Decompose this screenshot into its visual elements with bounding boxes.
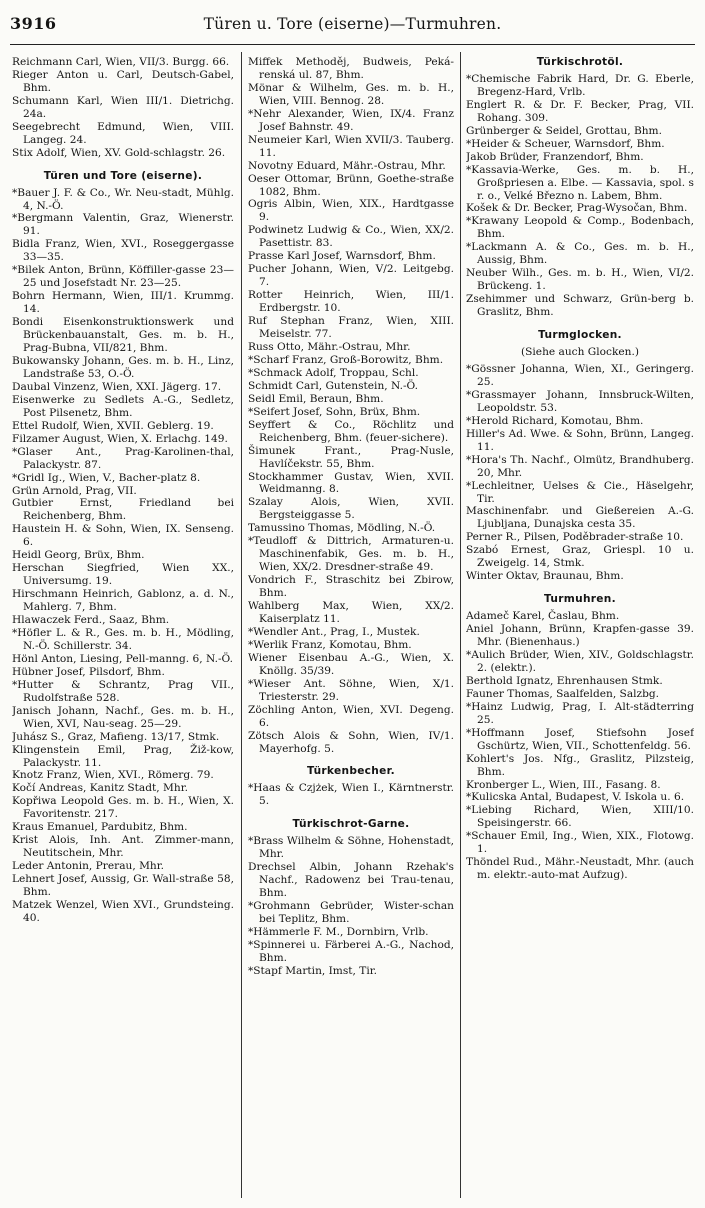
directory-entry: Maschinenfabr. und Gießereien A.-G. Ljubljana, Dunajska cesta 35.	[466, 505, 694, 531]
directory-entry: Grünberger & Seidel, Grottau, Bhm.	[466, 124, 662, 137]
directory-entry: *Schmack Adolf, Troppau, Schl.	[248, 366, 419, 379]
directory-entry: *Werlik Franz, Komotau, Bhm.	[248, 638, 412, 651]
directory-entry: Miffek Methoděj, Budweis, Peká-renská ul. 87, Bhm.	[248, 56, 454, 81]
directory-entry: Neuber Wilh., Ges. m. b. H., Wien, VI/2. Brückeng. 1.	[466, 267, 694, 293]
directory-entry: Neumeier Karl, Wien XVII/3. Tauberg. 11.	[248, 133, 454, 159]
running-title: Türen u. Tore (eiserne)—Turmuhren.	[203, 15, 502, 33]
directory-entry: *Wieser Ant. Söhne, Wien, X/1. Triesterstr. 29.	[248, 677, 454, 703]
directory-entry: *Teudloff & Dittrich, Armaturen-u. Maschinenfabik, Ges. m. b. H., Wien, XX/2. Dresdner-straße 49.	[248, 535, 454, 574]
directory-entry: *Chemische Fabrik Hard, Dr. G. Eberle, Bregenz-Hard, Vrlb.	[466, 72, 694, 98]
directory-entry: Košek & Dr. Becker, Prag-Wysočan, Bhm.	[466, 202, 688, 215]
directory-entry: Stockhammer Gustav, Wien, XVII. Weidmanng. 8.	[248, 470, 454, 496]
directory-entry: *Wendler Ant., Prag, I., Mustek.	[248, 625, 420, 638]
directory-entry: *Herold Richard, Komotau, Bhm.	[466, 414, 644, 427]
directory-entry: Kohlert's Jos. Nfg., Graslitz, Pilzsteig, Bhm.	[466, 752, 694, 778]
directory-entry: *Brass Wilhelm & Söhne, Hohenstadt, Mhr.	[248, 835, 454, 861]
directory-entry: Zötsch Alois & Sohn, Wien, IV/1. Mayerhofg. 5.	[248, 729, 454, 755]
directory-entry: *Nehr Alexander, Wien, IX/4. Franz Josef Bahnstr. 49.	[248, 107, 454, 133]
directory-entry: *Bergmann Valentin, Graz, Wienerstr. 91.	[12, 212, 234, 238]
directory-entry: Aniel Johann, Brünn, Krapfen-gasse 39. Mhr. (Bienenhaus.)	[466, 623, 694, 649]
directory-entry: Russ Otto, Mähr.-Ostrau, Mhr.	[248, 340, 411, 353]
directory-entry: *Scharf Franz, Groß-Borowitz, Bhm.	[248, 353, 444, 366]
directory-entry: Šimunek Frant., Prag-Nusle, Havlíčekstr. 55, Bhm.	[248, 444, 454, 470]
directory-entry: Rotter Heinrich, Wien, III/1. Erdbergstr. 10.	[248, 289, 454, 315]
directory-entry: Hirschmann Heinrich, Gablonz, a. d. N., Mahlerg. 7, Bhm.	[12, 588, 234, 614]
directory-entry: Prasse Karl Josef, Warnsdorf, Bhm.	[248, 250, 436, 263]
section-heading: Türkischrot-Garne.	[292, 818, 410, 831]
directory-entry: Knotz Franz, Wien, XVI., Römerg. 79.	[12, 769, 214, 782]
directory-entry: *Kulicska Antal, Budapest, V. Iskola u. 6.	[466, 791, 685, 804]
directory-entry: Grün Arnold, Prag, VII.	[12, 484, 137, 497]
section-heading: Türkenbecher.	[307, 765, 395, 778]
directory-entry: Klingenstein Emil, Prag, Žiž-kow, Palackystr. 11.	[12, 743, 234, 769]
directory-entry: Bondi Eisenkonstruktionswerk und Brückenbauanstalt, Ges. m. b. H., Prag-Bubna, VII/821, Bhm.	[12, 316, 234, 355]
directory-entry: Hlawaczek Ferd., Saaz, Bhm.	[12, 614, 170, 627]
directory-entry: *Lackmann A. & Co., Ges. m. b. H., Aussig, Bhm.	[466, 241, 694, 267]
column-divider	[460, 52, 461, 1198]
directory-entry: *Gridl Ig., Wien, V., Bacher-platz 8.	[12, 471, 201, 484]
directory-entry: Vondrich F., Straschitz bei Zbirow, Bhm.	[248, 574, 454, 600]
directory-entry: Gutbier Ernst, Friedland bei Reichenberg, Bhm.	[12, 497, 234, 523]
column-divider	[241, 52, 242, 1198]
directory-entry: Eisenwerke zu Sedlets A.-G., Sedletz, Post Pilsenetz, Bhm.	[12, 393, 234, 419]
directory-entry: Bohrn Hermann, Wien, III/1. Krummg. 14.	[12, 290, 234, 316]
directory-entry: Herschan Siegfried, Wien XX., Universumg. 19.	[12, 562, 234, 588]
directory-entry: *Grohmann Gebrüder, Wister-schan bei Teplitz, Bhm.	[248, 900, 454, 925]
section-note: (Siehe auch Glocken.)	[521, 346, 639, 359]
directory-entry: Rieger Anton u. Carl, Deutsch-Gabel, Bhm.	[12, 68, 234, 94]
directory-entry: *Grassmayer Johann, Innsbruck-Wilten, Leopoldstr. 53.	[466, 388, 694, 414]
directory-entry: *Haas & Czjżek, Wien I., Kärntnerstr. 5.	[248, 782, 454, 808]
directory-entry: Tamussino Thomas, Mödling, N.-Ö.	[248, 522, 436, 535]
directory-entry: Bukowansky Johann, Ges. m. b. H., Linz, Landstraße 53, O.-Ö.	[12, 354, 234, 380]
directory-entry: *Glaser Ant., Prag-Karolinen-thal, Palackystr. 87.	[12, 445, 234, 471]
column-right	[466, 56, 694, 1196]
directory-entry: *Schauer Emil, Ing., Wien, XIX., Flotowg. 1.	[466, 830, 694, 856]
directory-entry: *Gössner Johanna, Wien, XI., Geringerg. 25.	[466, 362, 694, 388]
directory-entry: *Lechleitner, Uelses & Cie., Häselgehr, Tir.	[466, 479, 694, 505]
directory-entry: Bidla Franz, Wien, XVI., Roseggergasse 33—35.	[12, 238, 234, 264]
directory-entry: *Stapf Martin, Imst, Tir.	[248, 964, 378, 977]
directory-entry: Krist Alois, Inh. Ant. Zimmer-mann, Neutitschein, Mhr.	[12, 834, 234, 860]
directory-entry: Daubal Vinzenz, Wien, XXI. Jägerg. 17.	[12, 380, 222, 393]
directory-entry: Podwinetz Ludwig & Co., Wien, XX/2. Pasettistr. 83.	[248, 224, 454, 250]
column-middle	[248, 56, 454, 1196]
directory-entry: Hübner Josef, Pilsdorf, Bhm.	[12, 665, 165, 678]
directory-entry: *Kassavia-Werke, Ges. m. b. H., Großpriesen a. Elbe. — Kassavia, spol. s r. o., Velké Březno n. Labem, Bhm.	[466, 163, 694, 202]
directory-entry: Schumann Karl, Wien III/1. Dietrichg. 24a.	[12, 94, 234, 120]
directory-entry: Seidl Emil, Beraun, Bhm.	[248, 392, 384, 405]
directory-entry: *Liebing Richard, Wien, XIII/10. Speisingerstr. 66.	[466, 804, 694, 830]
directory-entry: Berthold Ignatz, Ehrenhausen Stmk.	[466, 674, 663, 687]
directory-entry: Perner R., Pilsen, Poděbrader-straße 10.	[466, 531, 684, 544]
directory-entry: Kronberger L., Wien, III., Fasang. 8.	[466, 778, 661, 791]
directory-entry: Adameč Karel, Časlau, Bhm.	[466, 610, 620, 623]
directory-entry: *Aulich Brüder, Wien, XIV., Goldschlagstr. 2. (elektr.).	[466, 648, 694, 674]
directory-entry: Fauner Thomas, Saalfelden, Salzbg.	[466, 687, 660, 700]
directory-entry: *Spinnerei u. Färberei A.-G., Nachod, Bhm.	[248, 938, 454, 964]
directory-entry: Ettel Rudolf, Wien, XVII. Geblerg. 19.	[12, 419, 214, 432]
section-heading: Turmuhren.	[544, 593, 616, 606]
directory-entry: Thöndel Rud., Mähr.-Neustadt, Mhr. (auch m. elektr.-auto-mat Aufzug).	[466, 856, 694, 882]
directory-entry: Leder Antonin, Prerau, Mhr.	[12, 860, 164, 873]
directory-entry: *Bauer J. F. & Co., Wr. Neu-stadt, Mühlg. 4, N.-Ö.	[12, 186, 234, 212]
directory-entry: Pucher Johann, Wien, V/2. Leitgebg. 7.	[248, 263, 454, 289]
directory-entry: Matzek Wenzel, Wien XVI., Grundsteing. 40.	[12, 899, 234, 924]
directory-entry: Szabó Ernest, Graz, Griespl. 10 u. Zweigelg. 14, Stmk.	[466, 544, 694, 570]
directory-entry: Jakob Brüder, Franzendorf, Bhm.	[466, 150, 644, 163]
directory-entry: Winter Oktav, Braunau, Bhm.	[466, 570, 624, 583]
directory-entry: Juhász S., Graz, Mafieng. 13/17, Stmk.	[12, 730, 220, 743]
directory-entry: Drechsel Albin, Johann Rzehak's Nachf., Radowenz bei Trau-tenau, Bhm.	[248, 861, 454, 900]
section-heading: Turmglocken.	[538, 329, 622, 342]
page-header	[10, 14, 695, 40]
directory-entry: Stix Adolf, Wien, XV. Gold-schlagstr. 26.	[12, 146, 226, 159]
directory-entry: Hönl Anton, Liesing, Pell-manng. 6, N.-Ö.	[12, 652, 233, 665]
directory-entry: *Hora's Th. Nachf., Olmütz, Brandhuberg. 20, Mhr.	[466, 453, 694, 479]
directory-entry: *Höfler L. & R., Ges. m. b. H., Mödling, N.-Ö. Schillerstr. 34.	[12, 626, 234, 652]
directory-entry: Mönar & Wilhelm, Ges. m. b. H., Wien, VIII. Bennog. 28.	[248, 81, 454, 107]
directory-entry: Ogris Albin, Wien, XIX., Hardtgasse 9.	[248, 198, 454, 224]
directory-entry: Seegebrecht Edmund, Wien, VIII. Langeg. 24.	[12, 120, 234, 146]
directory-entry: *Heider & Scheuer, Warnsdorf, Bhm.	[466, 137, 665, 150]
directory-entry: Schmidt Carl, Gutenstein, N.-Ö.	[248, 379, 418, 392]
directory-entry: Janisch Johann, Nachf., Ges. m. b. H., Wien, XVI, Nau-seag. 25—29.	[12, 704, 234, 730]
directory-entry: Kraus Emanuel, Pardubitz, Bhm.	[12, 821, 188, 834]
directory-entry: Kopřiwa Leopold Ges. m. b. H., Wien, X. Favoritenstr. 217.	[12, 795, 234, 821]
directory-entry: Szalay Alois, Wien, XVII. Bergsteiggasse 5.	[248, 496, 454, 522]
directory-entry: *Seifert Josef, Sohn, Brüx, Bhm.	[248, 405, 421, 418]
directory-entry: Reichmann Carl, Wien, VII/3. Burgg. 66.	[12, 56, 230, 68]
directory-entry: *Hoffmann Josef, Stiefsohn Josef Gschürtz, Wien, VII., Schottenfeldg. 56.	[466, 726, 694, 752]
section-heading: Türen und Tore (eiserne).	[43, 169, 203, 182]
page-number: 3916	[10, 14, 57, 33]
directory-entry: Oeser Ottomar, Brünn, Goethe-straße 1082, Bhm.	[248, 172, 454, 198]
column-left	[12, 56, 234, 1196]
directory-entry: Zöchling Anton, Wien, XVI. Degeng. 6.	[248, 703, 454, 729]
directory-entry: Novotny Eduard, Mähr.-Ostrau, Mhr.	[248, 159, 446, 172]
directory-entry: *Bilek Anton, Brünn, Köffiller-gasse 23—25 und Josefstadt Nr. 23—25.	[12, 264, 234, 290]
directory-entry: Wiener Eisenbau A.-G., Wien, X. Knöllg. 35/39.	[248, 651, 454, 677]
section-heading: Türkischrotöl.	[536, 56, 624, 68]
header-rule	[10, 44, 695, 45]
directory-entry: Lehnert Josef, Aussig, Gr. Wall-straße 58, Bhm.	[12, 873, 234, 899]
directory-entry: Wahlberg Max, Wien, XX/2. Kaiserplatz 11.	[248, 600, 454, 625]
directory-entry: Haustein H. & Sohn, Wien, IX. Senseng. 6.	[12, 523, 234, 549]
directory-entry: Heidl Georg, Brüx, Bhm.	[12, 549, 145, 562]
directory-entry: Englert R. & Dr. F. Becker, Prag, VII. Rohang. 309.	[466, 98, 694, 124]
directory-entry: *Hainz Ludwig, Prag, I. Alt-städterring 25.	[466, 700, 694, 726]
directory-entry: Hiller's Ad. Wwe. & Sohn, Brünn, Langeg. 11.	[466, 427, 694, 453]
directory-entry: Zsehimmer und Schwarz, Grün-berg b. Graslitz, Bhm.	[466, 293, 694, 319]
directory-entry: *Hämmerle F. M., Dornbirn, Vrlb.	[248, 925, 429, 938]
directory-entry: Ruf Stephan Franz, Wien, XIII. Meiselstr. 77.	[248, 315, 454, 341]
directory-entry: *Hutter & Schrantz, Prag VII., Rudolfstraße 528.	[12, 678, 234, 704]
directory-entry: *Krawany Leopold & Comp., Bodenbach, Bhm.	[466, 215, 694, 241]
directory-entry: Kočí Andreas, Kanitz Stadt, Mhr.	[12, 782, 188, 795]
directory-entry: Filzamer August, Wien, X. Erlachg. 149.	[12, 432, 228, 445]
directory-entry: Seyffert & Co., Röchlitz und Reichenberg, Bhm. (feuer-sichere).	[248, 418, 454, 444]
